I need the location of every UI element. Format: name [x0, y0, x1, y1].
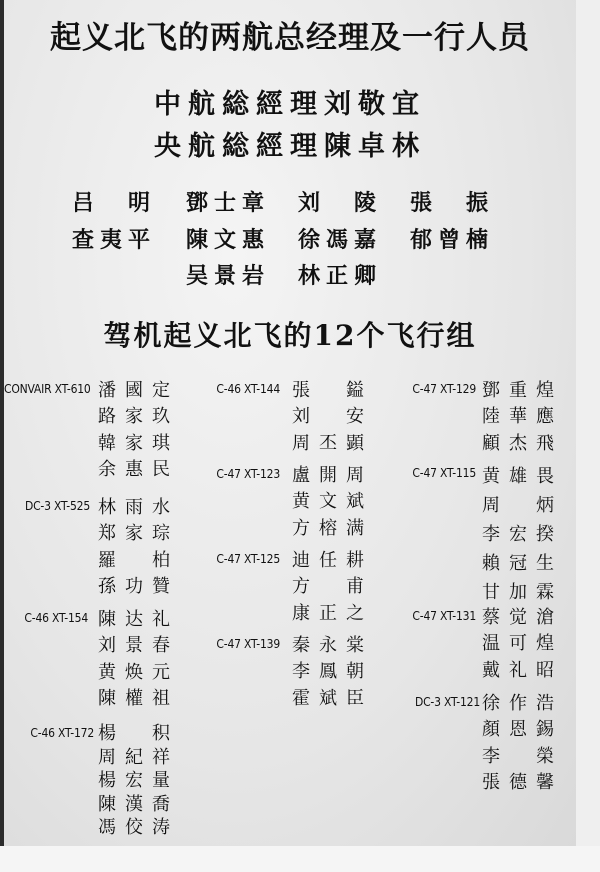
- aircraft-label: C-47 XT-125: [216, 552, 280, 566]
- staff-name: 陳文惠: [186, 227, 271, 253]
- crew-members: [98, 722, 179, 840]
- aircraft-label: C-46 XT-172: [30, 726, 94, 740]
- crew-members: [98, 378, 179, 484]
- aircraft-label: C-47 XT-115: [412, 466, 476, 480]
- staff-row: [4, 259, 576, 291]
- aircraft-label: C-47 XT-129: [412, 382, 476, 396]
- crew-members: [482, 691, 563, 797]
- crew-members: [482, 378, 563, 457]
- crew-members: [292, 633, 373, 712]
- aircraft-label: CONVAIR XT-610: [4, 382, 91, 396]
- crew-member: 賴冠生: [482, 553, 563, 574]
- staff-row: [4, 223, 576, 255]
- crew-member: 李 榮: [482, 745, 563, 767]
- aircraft-label: C-47 XT-139: [216, 637, 280, 651]
- staff-name: 徐馮嘉: [298, 227, 383, 253]
- staff-name: 鄧士章: [186, 190, 271, 216]
- aircraft-label: C-47 XT-131: [412, 609, 476, 623]
- crew-members: [482, 462, 563, 607]
- crew-member: 盧開周: [292, 465, 373, 486]
- crew-member: 黄雄畏: [482, 466, 563, 487]
- crew-members: [98, 495, 179, 601]
- crew-member: 康正之: [292, 602, 373, 624]
- crew-member: 戴礼昭: [482, 659, 563, 681]
- crew-member: 陳權祖: [98, 688, 179, 710]
- crew-member: 方 甫: [292, 576, 373, 598]
- staff-name: 刘 陵: [298, 190, 383, 216]
- crew-member: 甘加霖: [482, 582, 563, 603]
- aircraft-label: C-46 XT-154: [24, 611, 88, 625]
- aircraft-label: DC-3 XT-121: [414, 695, 480, 709]
- document-sheet: [4, 0, 576, 846]
- crew-member: 刘景春: [98, 635, 179, 657]
- crew-member: 陳漢喬: [98, 793, 179, 815]
- general-manager-line: 中航総經理刘敬宜: [154, 89, 426, 120]
- crew-member: 迪任耕: [292, 550, 373, 571]
- crew-member: 孫功贊: [98, 576, 179, 598]
- crew-member: 温可煌: [482, 633, 563, 655]
- staff-name: 郁曾楠: [410, 227, 495, 253]
- crew-members: [98, 607, 179, 713]
- crew-members: [292, 548, 373, 627]
- crew-member: 黄焕元: [98, 661, 179, 683]
- crews-title: 驾机起义北飞的12个飞行组: [103, 319, 477, 352]
- crew-member: 林雨水: [98, 497, 179, 518]
- crew-members: [292, 378, 373, 457]
- crew-member: 霍斌臣: [292, 687, 373, 709]
- crew-member: 余惠民: [98, 459, 179, 481]
- crew-member: 羅 柏: [98, 549, 179, 571]
- crew-member: 張德馨: [482, 772, 563, 794]
- crew-members: [482, 605, 563, 684]
- crew-member: 潘國定: [98, 380, 179, 401]
- staff-row: [4, 186, 576, 218]
- aircraft-label: C-46 XT-144: [216, 382, 280, 396]
- crew-member: 周丕顕: [292, 432, 373, 454]
- crew-member: 秦永棠: [292, 635, 373, 656]
- crew-member: 陸華應: [482, 406, 563, 428]
- crew-member: 周紀祥: [98, 746, 179, 768]
- crew-member: 李鳳朝: [292, 661, 373, 683]
- general-manager-line: 央航総經理陳卓林: [154, 131, 426, 162]
- crew-member: 李宏揆: [482, 524, 563, 545]
- staff-name: 林正卿: [298, 263, 383, 289]
- crew-member: 郑家琮: [98, 523, 179, 545]
- photo-border-right: [576, 0, 600, 872]
- crew-member: 顧杰飛: [482, 432, 563, 454]
- crew-member: 徐作浩: [482, 693, 563, 714]
- crew-member: 楊 积: [98, 723, 179, 744]
- crew-member: 陳达礼: [98, 609, 179, 630]
- aircraft-label: C-47 XT-123: [216, 467, 280, 481]
- staff-name: 吴景岩: [186, 263, 271, 289]
- staff-name: 吕 明: [72, 190, 157, 216]
- crew-member: 周 炳: [482, 495, 563, 516]
- crew-member: 方榕满: [292, 517, 373, 539]
- staff-name: 張 振: [410, 190, 495, 216]
- crew-member: 路家玖: [98, 406, 179, 428]
- crew-member: 顏恩錫: [482, 719, 563, 741]
- crew-member: 黄文斌: [292, 491, 373, 513]
- crew-member: 鄧重煌: [482, 380, 563, 401]
- staff-name: 查夷平: [72, 227, 157, 253]
- page-title: 起义北飞的两航总经理及一行人员: [50, 20, 530, 56]
- crew-member: 張 鎰: [292, 380, 373, 401]
- crew-member: 韓家琪: [98, 432, 179, 454]
- photo-border-bottom: [0, 846, 600, 872]
- crew-member: 楊宏量: [98, 770, 179, 791]
- crew-members: [292, 463, 373, 542]
- aircraft-label: DC-3 XT-525: [24, 499, 90, 513]
- crew-member: 蔡觉滄: [482, 607, 563, 628]
- crew-member: 馮佼涛: [98, 817, 179, 838]
- crew-member: 刘 安: [292, 406, 373, 428]
